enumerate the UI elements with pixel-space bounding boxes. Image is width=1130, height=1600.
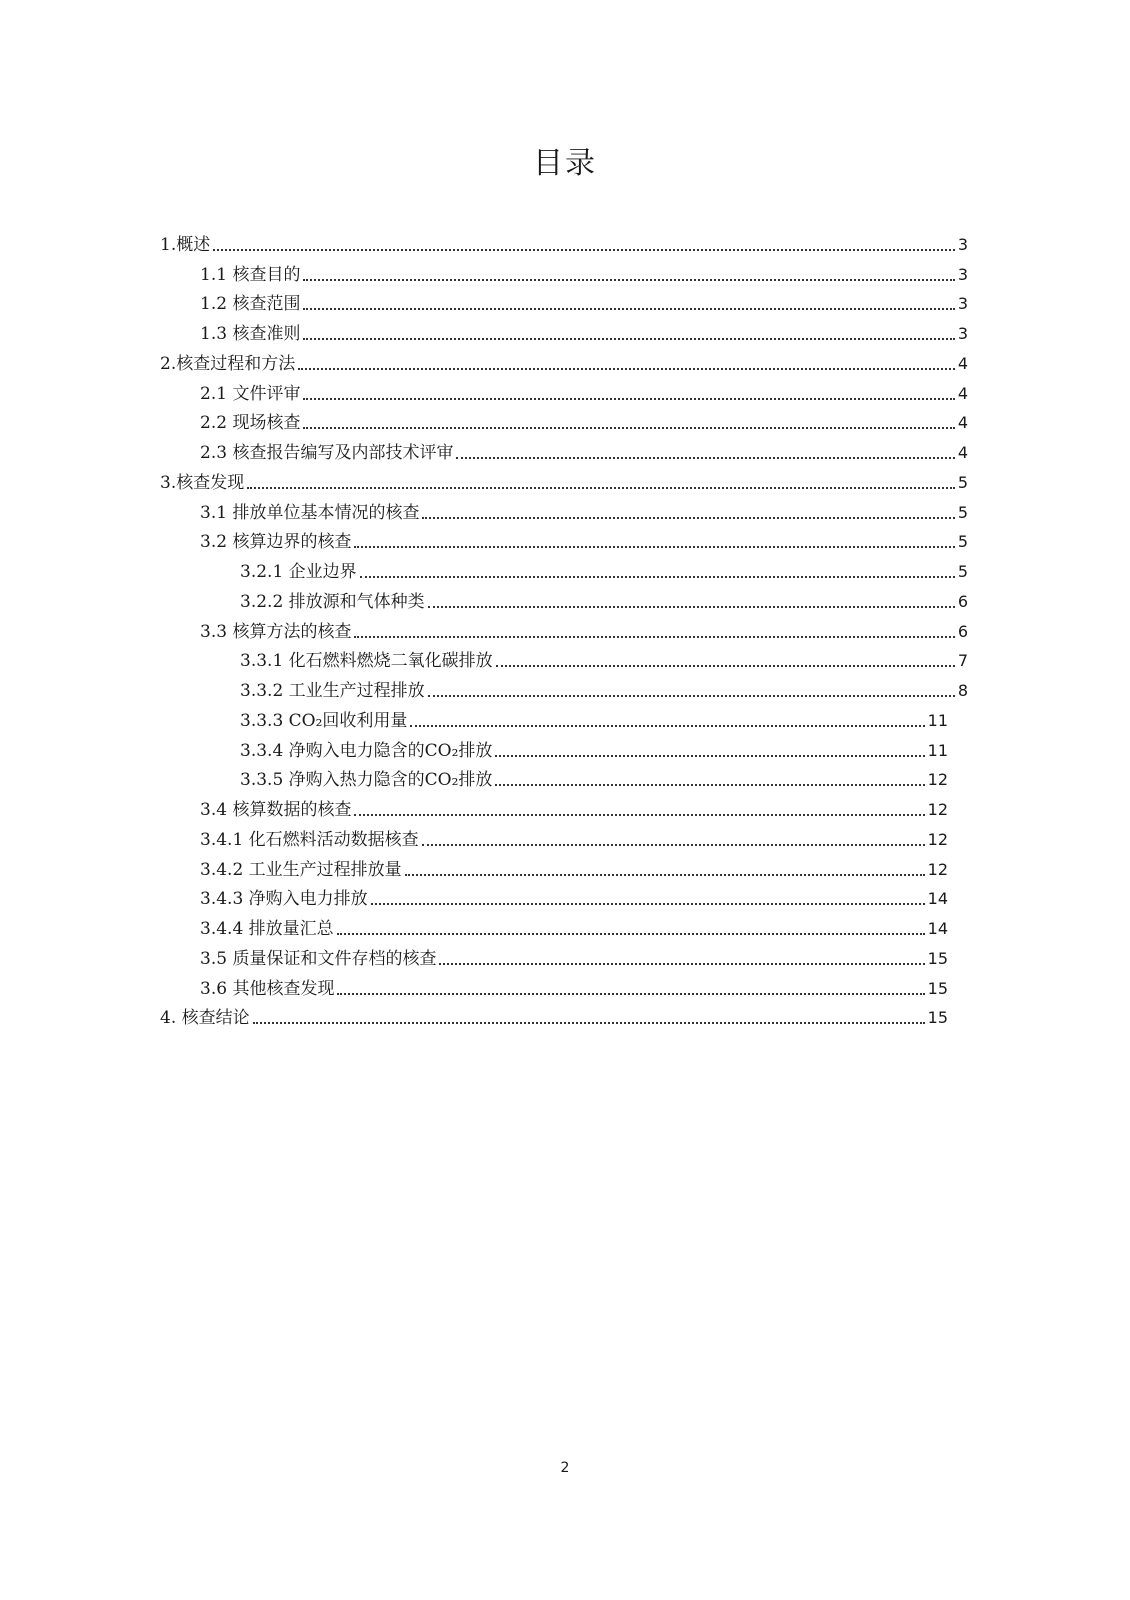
toc-entry-page: 5: [957, 472, 968, 492]
toc-entry[interactable]: [160, 583, 968, 613]
toc-leader-dots: [213, 248, 955, 251]
toc-entry-page: 4: [957, 383, 968, 403]
toc-entry-page: 5: [957, 532, 968, 552]
toc-entry-page: 15: [927, 948, 948, 968]
toc-entry-page: 6: [957, 621, 968, 641]
toc-entry-page: 4: [957, 443, 968, 462]
toc-leader-dots: [303, 278, 954, 281]
toc-leader-dots: [456, 456, 954, 459]
toc-entry-page: 6: [957, 591, 968, 611]
toc-entry[interactable]: [160, 940, 968, 970]
toc-entry-label: 2.核查过程和方法: [160, 353, 296, 374]
toc-entry[interactable]: [160, 613, 968, 643]
toc-entry-page: 14: [927, 889, 948, 909]
toc-entry-page: 3: [957, 324, 968, 343]
toc-leader-dots: [439, 962, 924, 965]
toc-leader-dots: [371, 902, 925, 905]
toc-entry[interactable]: [160, 851, 968, 881]
toc-leader-dots: [337, 992, 924, 995]
toc-entry[interactable]: [160, 524, 968, 554]
toc-entry-page: 12: [927, 770, 948, 790]
toc-entry-label: 3.2.2 排放源和气体种类: [240, 591, 425, 612]
toc-entry-page: 14: [927, 919, 948, 938]
toc-entry[interactable]: [160, 762, 968, 792]
toc-entry-page: 3: [957, 264, 968, 284]
toc-leader-dots: [247, 486, 955, 489]
toc-entry-page: 3: [957, 234, 968, 254]
toc-entry-page: 7: [957, 651, 968, 671]
toc-leader-dots: [405, 873, 925, 876]
toc-entry-page: 8: [957, 681, 968, 700]
toc-entry-label: 3.4.1 化石燃料活动数据核查: [200, 829, 419, 850]
toc-entry-label: 3.3.5 净购入热力隐含的CO₂排放: [240, 770, 493, 791]
toc-entry-label: 1.概述: [160, 234, 211, 255]
toc-entry[interactable]: [160, 970, 968, 1000]
toc-entry-label: 2.1 文件评审: [200, 383, 301, 404]
toc-entry[interactable]: [160, 1000, 968, 1030]
toc-entry[interactable]: [160, 464, 968, 494]
toc-entry[interactable]: [160, 553, 968, 583]
toc-entry-page: 12: [927, 859, 948, 879]
toc-entry-label: 2.3 核查报告编写及内部技术评审: [200, 443, 454, 463]
toc-leader-dots: [253, 1021, 925, 1024]
toc-entry-label: 3.3.1 化石燃料燃烧二氧化碳排放: [240, 651, 493, 672]
toc-entry-label: 1.1 核查目的: [200, 264, 301, 285]
toc-entry-label: 3.3.3 CO₂回收利用量: [240, 710, 408, 731]
toc-entry[interactable]: [160, 226, 968, 256]
toc-entry[interactable]: [160, 375, 968, 405]
toc-entry-page: 15: [927, 1008, 948, 1028]
toc-entry[interactable]: [160, 643, 968, 673]
toc-entry-label: 3.2 核算边界的核查: [200, 532, 352, 553]
toc-entry[interactable]: [160, 405, 968, 435]
toc-entry-page: 11: [927, 740, 948, 760]
toc-entry-page: 5: [957, 502, 968, 522]
toc-leader-dots: [354, 813, 924, 816]
toc-entry-label: 2.2 现场核查: [200, 413, 301, 434]
toc-leader-dots: [428, 694, 955, 697]
toc-leader-dots: [303, 307, 954, 310]
toc-entry[interactable]: [160, 821, 968, 851]
toc-leader-dots: [495, 783, 924, 786]
toc-entry[interactable]: [160, 672, 968, 702]
toc-leader-dots: [337, 932, 925, 935]
toc-entry-label: 3.4.2 工业生产过程排放量: [200, 859, 402, 880]
toc-leader-dots: [354, 545, 954, 548]
toc-entry-label: 3.4.4 排放量汇总: [200, 919, 334, 939]
page-title: 目录: [533, 146, 597, 181]
toc-entry-label: 3.1 排放单位基本情况的核查: [200, 502, 420, 523]
toc-leader-dots: [303, 337, 954, 340]
toc-entry-label: 4. 核查结论: [160, 1008, 250, 1029]
toc-entry[interactable]: [160, 315, 968, 345]
toc-entry[interactable]: [160, 732, 968, 762]
toc-entry-label: 1.3 核查准则: [200, 324, 301, 344]
toc-leader-dots: [496, 664, 955, 667]
toc-entry-label: 3.3.2 工业生产过程排放: [240, 681, 425, 701]
toc-entry-label: 3.4 核算数据的核查: [200, 800, 352, 820]
toc-leader-dots: [428, 605, 955, 608]
toc-entry-label: 3.2.1 企业边界: [240, 562, 357, 582]
toc-leader-dots: [422, 843, 925, 846]
toc-entry[interactable]: [160, 881, 968, 911]
toc-entry[interactable]: [160, 494, 968, 524]
toc-leader-dots: [410, 724, 924, 727]
toc-leader-dots: [298, 367, 955, 370]
toc-entry-page: 3: [957, 294, 968, 314]
toc-entry-label: 3.核查发现: [160, 472, 245, 493]
page-number: 2: [560, 1460, 570, 1476]
toc-entry[interactable]: [160, 791, 968, 821]
toc-entry-page: 11: [927, 710, 948, 730]
toc-leader-dots: [303, 426, 954, 429]
toc-entry-page: 4: [957, 413, 968, 433]
toc-entry[interactable]: [160, 286, 968, 316]
toc-leader-dots: [354, 635, 954, 638]
toc-entry-page: 15: [927, 978, 948, 998]
toc-leader-dots: [303, 397, 954, 400]
toc-entry-page: 5: [957, 562, 968, 581]
toc-entry[interactable]: [160, 702, 968, 732]
toc-entry[interactable]: [160, 345, 968, 375]
toc-entry-label: 3.4.3 净购入电力排放: [200, 889, 368, 910]
toc-entry-label: 3.6 其他核查发现: [200, 978, 335, 999]
toc-entry-label: 3.3.4 净购入电力隐含的CO₂排放: [240, 740, 493, 761]
toc-entry-label: 3.3 核算方法的核查: [200, 621, 352, 642]
toc-entry-label: 3.5 质量保证和文件存档的核查: [200, 948, 437, 969]
table-of-contents: [160, 226, 968, 1029]
toc-leader-dots: [495, 754, 924, 757]
toc-entry-label: 1.2 核查范围: [200, 294, 301, 315]
toc-leader-dots: [422, 516, 954, 519]
toc-entry-page: 12: [927, 800, 948, 819]
toc-entry-page: 12: [927, 829, 948, 849]
toc-entry[interactable]: [160, 434, 968, 464]
toc-leader-dots: [360, 575, 955, 578]
toc-entry[interactable]: [160, 256, 968, 286]
toc-entry[interactable]: [160, 910, 968, 940]
toc-entry-page: 4: [957, 353, 968, 373]
